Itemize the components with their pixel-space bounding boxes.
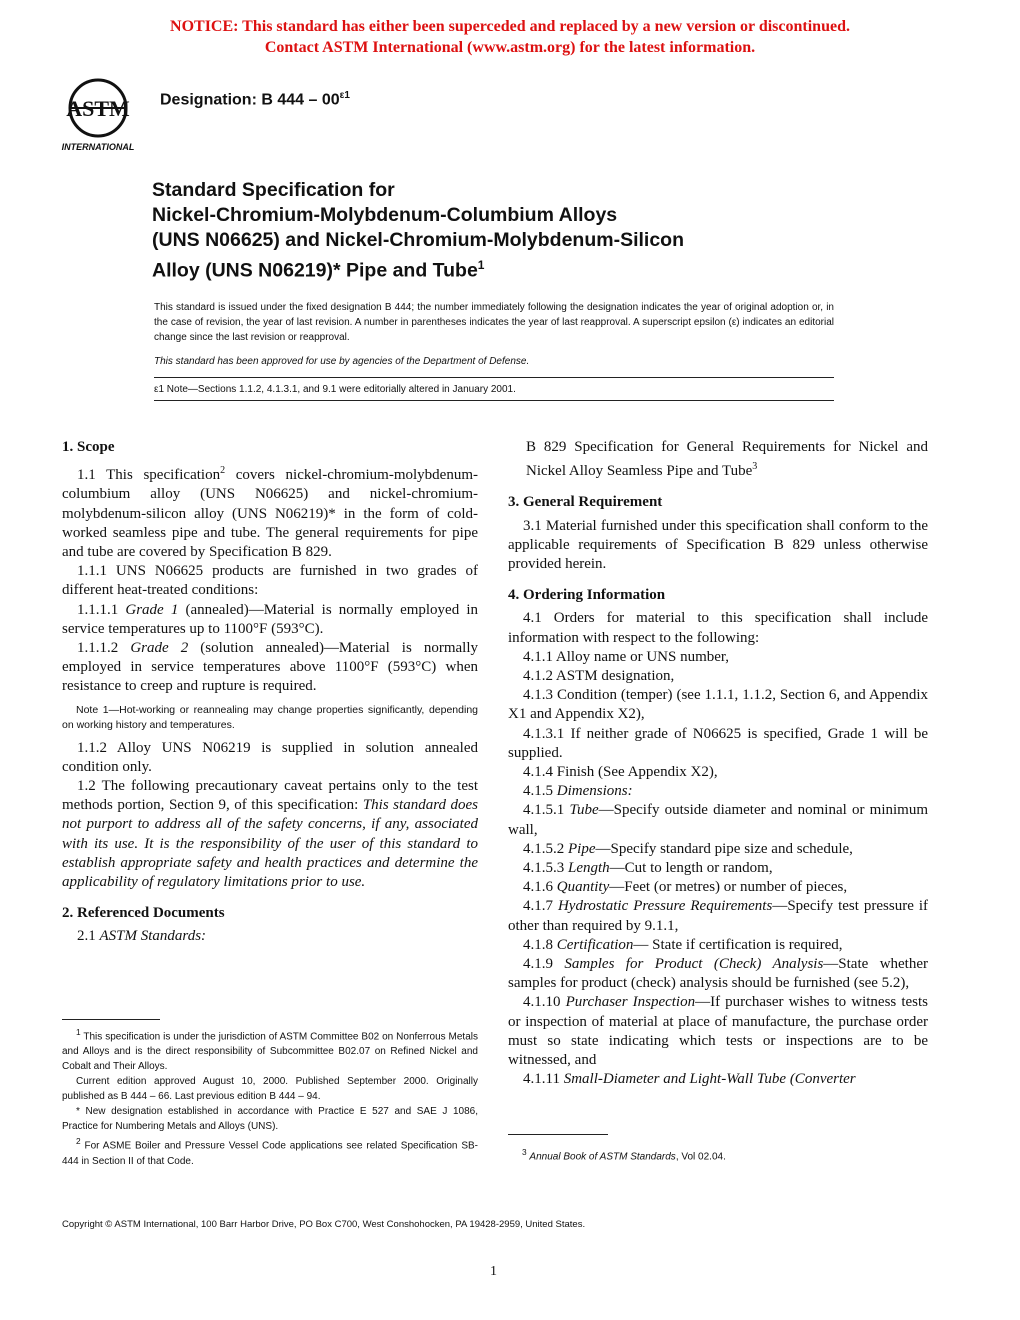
notice-line-1: NOTICE: This standard has either been superceded and replaced by a new version or discontinued. <box>170 18 850 35</box>
para-4-1-3-1: 4.1.3.1 If neither grade of N06625 is specified, Grade 1 will be supplied. <box>508 725 928 761</box>
footnote-star: * New designation established in accordance with Practice E 527 and SAE J 1086, Practice for Numbering Metals and Alloys (UNS). <box>62 1106 478 1133</box>
left-column <box>62 438 478 947</box>
astm-logo-graphic <box>58 78 148 154</box>
section-2-heading: 2. Referenced Documents <box>62 905 225 922</box>
section-4-heading: 4. Ordering Information <box>508 587 666 604</box>
dod-approval: This standard has been approved for use by agencies of the Department of Defense. <box>154 356 530 367</box>
footnote-1: $^1$ This specification is under the jurisdiction of ASTM Committee B02 on Nonferrous Metals and Alloys and is the direct responsibility of Subcommittee B02.07 on Refined Nickel and Cobalt and Their Alloys. <box>62 1027 478 1073</box>
notice-line-2: Contact ASTM International (www.astm.org) for the latest information. <box>264 39 756 56</box>
para-2-1: 2.1 ASTM Standards: <box>77 928 207 945</box>
note-1: Note 1—Hot-working or reannealing may change properties significantly, depending on working history and temperatures. <box>62 703 478 731</box>
footnote-rule-left <box>62 1019 160 1020</box>
title-line-1: Standard Specification for <box>152 179 395 201</box>
para-1-2: 1.2 The following precautionary caveat pertains only to the test methods portion, Section 9, of this specification: This standard does not purport to address all of the safety concerns, if any, associated with its use. It is the responsibility of the user of this standard to establish appropriate safety and health practices and determine the applicability of regulatory limitations prior to use. <box>62 778 478 891</box>
para-4-1-7: 4.1.7 Hydrostatic Pressure Requirements—Specify test pressure if other than required by 9.1.1, <box>508 898 929 934</box>
para-1-1: 1.1 This specification$^2$ covers nickel-chromium-molybdenum-columbium alloy (UNS N06625) and nickel-chromium-molybdenum-silicon alloy (UNS N06219)* in the form of cold-worked seamless pipe and tube. The general requirements for pipe and tube are covered by Specification B 829. <box>62 465 478 561</box>
document-title <box>152 178 852 284</box>
footnote-1b: Current edition approved August 10, 2000. Published September 2000. Originally published as B 444 – 66. Last previous edition B 444 – 94. <box>62 1076 478 1103</box>
para-4-1-11: 4.1.11 Small-Diameter and Light-Wall Tube (Converter <box>523 1071 856 1088</box>
title-line-3: (UNS N06625) and Nickel-Chromium-Molybdenum-Silicon <box>152 229 684 251</box>
para-3-1: 3.1 Material furnished under this specification shall conform to the applicable requirements of Specification B 829 unless otherwise provided herein. <box>508 517 928 573</box>
para-4-1-5-3: 4.1.5.3 Length—Cut to length or random, <box>523 860 773 877</box>
footnote-3: $^3$ Annual Book of ASTM Standards, Vol 02.04. <box>522 1147 726 1163</box>
para-4-1: 4.1 Orders for material to this specification shall include information with respect to the following: <box>508 610 928 646</box>
page-number: 1 <box>490 1264 497 1279</box>
para-4-1-9: 4.1.9 Samples for Product (Check) Analysis—State whether samples for product (check) analysis should be furnished (see 5.2), <box>508 956 928 992</box>
footnote-2: $^2$ For ASME Boiler and Pressure Vessel Code applications see related Specification SB-444 in Section II of that Code. <box>62 1136 478 1167</box>
notice-banner <box>0 16 1020 58</box>
logo-letters: ASTM <box>66 96 130 121</box>
title-line-2: Nickel-Chromium-Molybdenum-Columbium Alloys <box>152 204 618 226</box>
para-4-1-8: 4.1.8 Certification— State if certification is required, <box>523 936 843 953</box>
para-1-1-1-2: 1.1.1.2 Grade 2 (solution annealed)—Material is normally employed in service temperatures above 1100°F (593°C) when resistance to creep and rupture is required. <box>62 640 479 695</box>
right-column <box>508 438 928 1090</box>
title-line-4: Alloy (UNS N06219)* Pipe and Tube$^1$ <box>152 258 485 282</box>
ref-b829: B 829 Specification for General Requirements for Nickel and Nickel Alloy Seamless Pipe and Tube$^3$ <box>526 439 928 480</box>
para-4-1-5-2: 4.1.5.2 Pipe—Specify standard pipe size and schedule, <box>523 840 853 857</box>
para-4-1-5: 4.1.5 Dimensions: <box>523 783 633 800</box>
para-1-1-2: 1.1.2 Alloy UNS N06219 is supplied in solution annealed condition only. <box>62 739 478 775</box>
para-4-1-1: 4.1.1 Alloy name or UNS number, <box>523 648 730 665</box>
issuance-statement: This standard is issued under the fixed designation B 444; the number immediately following the designation indicates the year of original adoption or, in the case of revision, the year of last revision. A number in parentheses indicates the year of last reapproval. A superscript epsilon (ε) indicates an editorial change since the last revision or reapproval. <box>154 302 834 343</box>
footnotes-left <box>62 1025 478 1169</box>
copyright-footer: Copyright © ASTM International, 100 Barr Harbor Drive, PO Box C700, West Conshohocken, PA 19428-2959, United States. <box>62 1219 586 1230</box>
section-1-heading: 1. Scope <box>62 439 115 455</box>
para-4-1-10: 4.1.10 Purchaser Inspection—If purchaser wishes to witness tests or inspection of material at place of manufacture, the purchase order must so state indicating which tests or inspections are to be witnessed, and <box>508 994 929 1069</box>
para-1-1-1-1: 1.1.1.1 Grade 1 (annealed)—Material is normally employed in service temperatures up to 1100°F (593°C). <box>62 601 479 637</box>
para-4-1-2: 4.1.2 ASTM designation, <box>523 668 675 685</box>
para-4-1-4: 4.1.4 Finish (See Appendix X2), <box>523 764 718 781</box>
para-1-1-1: 1.1.1 UNS N06625 products are furnished in two grades of different heat-treated conditions: <box>62 563 478 599</box>
para-4-1-6: 4.1.6 Quantity—Feet (or metres) or number of pieces, <box>523 879 848 896</box>
para-4-1-3: 4.1.3 Condition (temper) (see 1.1.1, 1.1.2, Section 6, and Appendix X1 and Appendix X2), <box>508 687 928 723</box>
logo-subtext: INTERNATIONAL <box>61 142 135 152</box>
designation <box>160 90 350 109</box>
divider-top <box>154 377 834 378</box>
divider-bottom <box>154 400 834 401</box>
designation-label: Designation: B 444 – 00 <box>160 91 340 109</box>
section-3-heading: 3. General Requirement <box>508 494 663 511</box>
editorial-note: ε1 Note—Sections 1.1.2, 4.1.3.1, and 9.1 were editorially altered in January 2001. <box>154 384 516 395</box>
astm-logo <box>58 78 148 154</box>
designation-epsilon: ε1 <box>339 90 350 101</box>
para-4-1-5-1: 4.1.5.1 Tube—Specify outside diameter and nominal or minimum wall, <box>508 802 928 838</box>
footnote-rule-right <box>508 1134 608 1135</box>
footnotes-right <box>508 1145 928 1164</box>
